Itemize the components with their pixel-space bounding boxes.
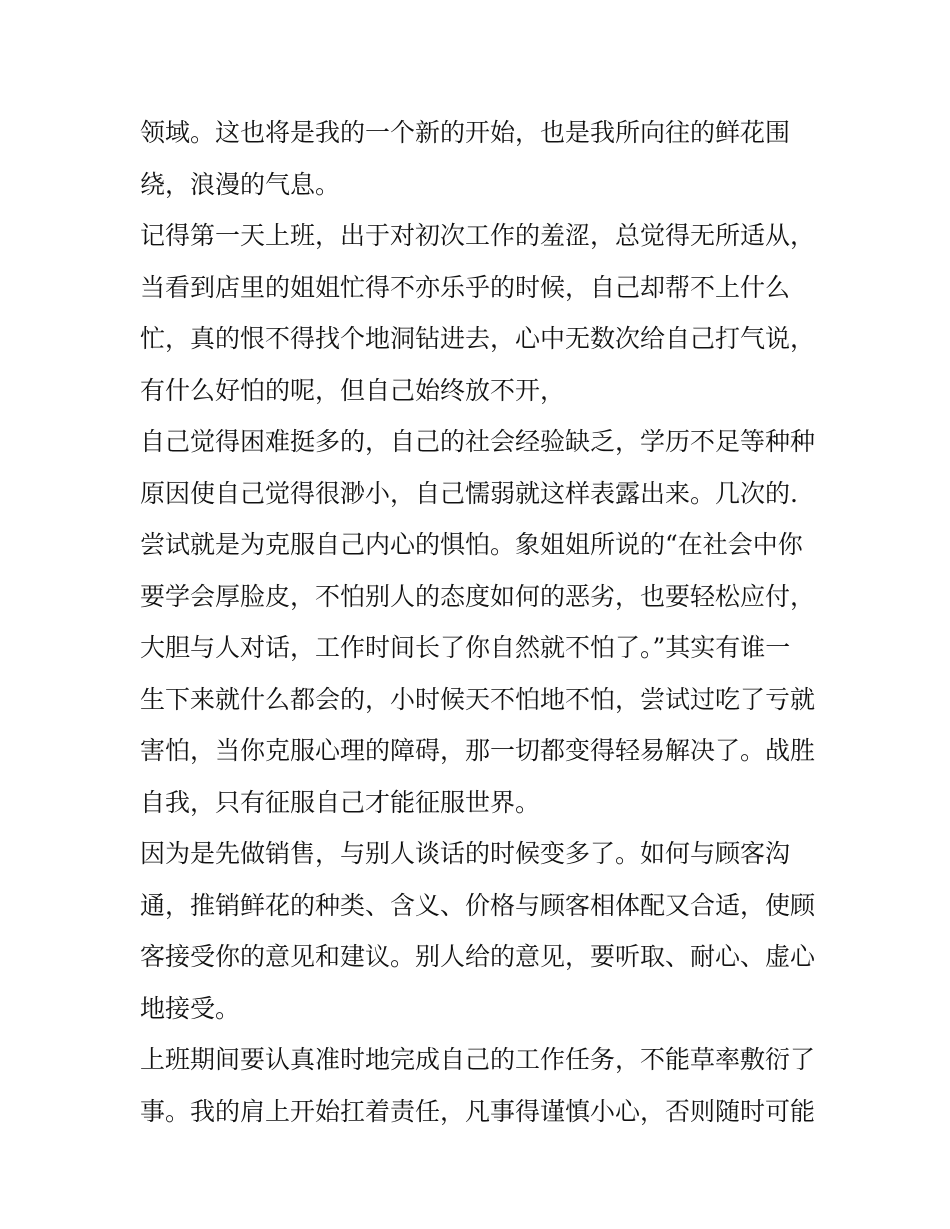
paragraph-1 <box>140 107 820 210</box>
text-line: 领域。这也将是我的一个新的开始，也是我所向往的鲜花围 <box>140 118 791 147</box>
text-line: 自我，只有征服自己才能征服世界。 <box>140 787 541 817</box>
text-line: 害怕，当你克服心理的障碍，那一切都变得轻易解决了。战胜 <box>140 736 816 765</box>
text-line: 原因使自己觉得很渺小，自己懦弱就这样表露出来。几次的. <box>140 478 798 508</box>
paragraph-5 <box>140 1034 820 1137</box>
text-line: 要学会厚脸皮，不怕别人的态度如何的恶劣，也要轻松应付， <box>140 581 816 611</box>
text-line: 事。我的肩上开始扛着责任，凡事得谨慎小心，否则随时可能 <box>140 1096 816 1126</box>
text-line: 绕，浪漫的气息。 <box>140 169 341 199</box>
text-line: 记得第一天上班，出于对初次工作的羞涩，总觉得无所适从， <box>140 221 816 250</box>
text-line: 因为是先做销售，与别人谈话的时候变多了。如何与顾客沟 <box>140 839 791 868</box>
text-line: 地接受。 <box>140 993 241 1023</box>
text-line: 生下来就什么都会的，小时候天不怕地不怕，尝试过吃了亏就 <box>140 684 816 714</box>
text-line: 当看到店里的姐姐忙得不亦乐乎的时候，自己却帮不上什么 <box>140 272 791 302</box>
paragraph-4 <box>140 828 820 1034</box>
paragraph-2 <box>140 210 820 416</box>
text-line: 上班期间要认真准时地完成自己的工作任务，不能草率敷衍了 <box>140 1045 816 1074</box>
text-line: 通，推销鲜花的种类、含义、价格与顾客相体配又合适，使顾 <box>140 890 816 920</box>
document-body <box>140 107 820 1137</box>
paragraph-3 <box>140 416 820 828</box>
text-line: 自己觉得困难挺多的，自己的社会经验缺乏，学历不足等种种 <box>140 427 816 456</box>
text-line: 大胆与人对话，工作时间长了你自然就不怕了。”其实有谁一 <box>140 633 791 662</box>
text-line: 客接受你的意见和建议。别人给的意见，要听取、耐心、虚心 <box>140 942 816 971</box>
text-line: 尝试就是为克服自己内心的惧怕。象姐姐所说的“在社会中你 <box>140 530 803 559</box>
text-line: 忙，真的恨不得找个地洞钻进去，心中无数次给自己打气说， <box>140 324 816 353</box>
text-line: 有什么好怕的呢，但自己始终放不开， <box>140 375 566 405</box>
